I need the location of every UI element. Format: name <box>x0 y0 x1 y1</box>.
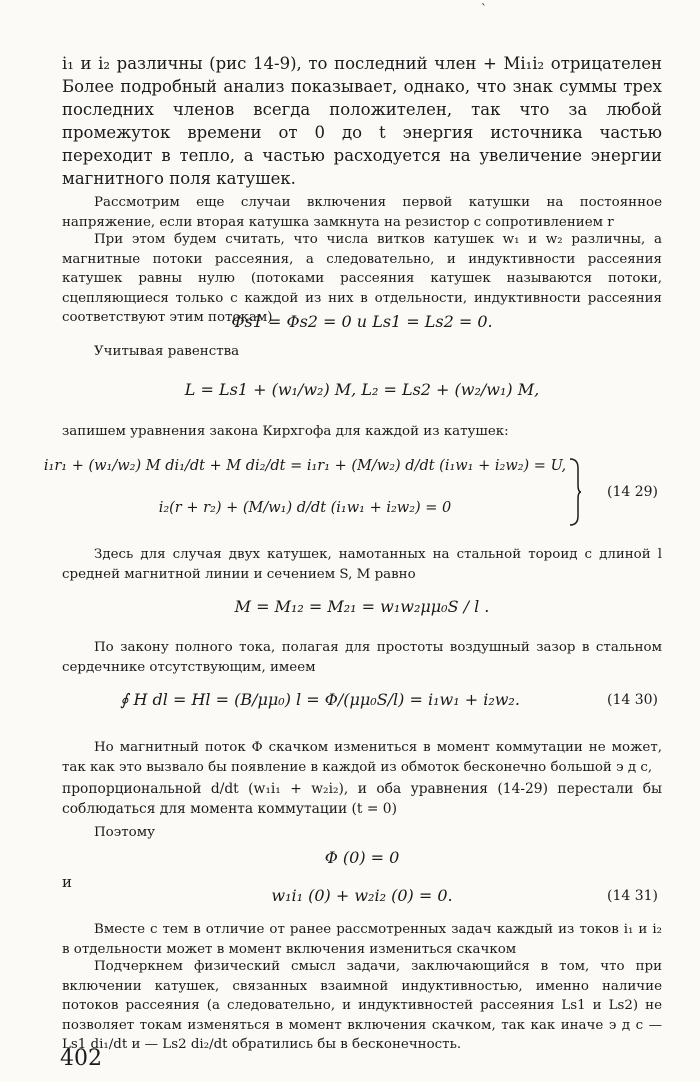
paragraph-assumptions: При этом будем считать, что числа витков катушек w₁ и w₂ различны, а магнитные потоки рассеяния, а следовательно, и индуктивности рассеяния катушек равны нулю (потоками рассеяния катушек называются потоки, сцепляющиеся только с каждой из них в отдельности, индуктивности рассеяния соответствуют этим потокам) <box>62 232 662 325</box>
right-brace <box>568 458 582 526</box>
paragraph-switching-case: Рассмотрим еще случаи включения первой катушки на постоянное напряжение, если вторая катушка замкнута на резистор с сопротивлением r <box>62 195 662 230</box>
paragraph-flux-jump-cont: пропорциональной d/dt (w₁i₁ + w₂i₂), и оба уравнения (14-29) перестали бы соблюдаться для момента коммутации (t = 0) <box>62 781 662 817</box>
equation-kirchhoff-1: i₁r₁ + (w₁/w₂) M di₁/dt + M di₂/dt = i₁r₁ + (M/w₂) d/dt (i₁w₁ + i₂w₂) = U, <box>43 458 567 474</box>
equation-full-current: ∮ H dl = Hl = (B/μμ₀) l = Φ/(μμ₀S/l) = i₁w₁ + i₂w₂. <box>120 690 520 709</box>
equation-initial-currents: w₁i₁ (0) + w₂i₂ (0) = 0. <box>271 886 453 905</box>
conjunction-and: и <box>62 873 72 891</box>
paragraph-ampere-law: По закону полного тока, полагая для простоты воздушный зазор в стальном сердечнике отсутствующим, имеем <box>62 640 662 675</box>
equation-number-14-29: (14 29) <box>606 484 658 500</box>
equation-inductances: L = Ls1 + (w₁/w₂) M, L₂ = Ls2 + (w₂/w₁) M, <box>184 380 540 399</box>
equation-flux-zero: Φ (0) = 0 <box>324 848 400 867</box>
page-number: 402 <box>60 1046 102 1071</box>
equation-number-14-31: (14 31) <box>606 888 658 904</box>
equation-number-14-30: (14 30) <box>606 692 658 708</box>
paragraph-flux-jump: Но магнитный поток Φ скачком измениться в момент коммутации не может, так как это вызвало бы появление в каждой из обмоток бесконечно большой э д с, <box>62 740 662 775</box>
equation-leakage-zero: Φs1 = Φs2 = 0 и Ls1 = Ls2 = 0. <box>231 312 493 331</box>
paragraph-physical-meaning: Подчеркнем физический смысл задачи, заключающийся в том, что при включении катушек, связанных взаимной индуктивностью, именно наличие потоков рассеяния (а следовательно, и индуктивностей рассеяния Ls1 и Ls2) не позволяет токам изменяться в момент включения скачком, так как иначе э д с — Ls1 di₁/dt и — Ls2 di₂/dt обратились бы в бесконечность. <box>62 959 662 1052</box>
paragraph-kirchhoff-intro: запишем уравнения закона Кирхгофа для каждой из катушек: <box>62 424 509 439</box>
paragraph-toroid: Здесь для случая двух катушек, намотанных на стальной тороид с длиной l средней магнитной линии и сечением S, M равно <box>62 547 662 582</box>
equation-kirchhoff-2: i₂(r + r₂) + (M/w₁) d/dt (i₁w₁ + i₂w₂) = 0 <box>158 500 452 516</box>
paragraph-therefore: Поэтому <box>94 825 156 840</box>
scan-mark: ` <box>481 2 487 16</box>
paragraph-given-equalities: Учитывая равенства <box>94 344 240 359</box>
paragraph-currents-jump: Вместе с тем в отличие от ранее рассмотренных задач каждый из токов i₁ и i₂ в отдельности может в момент включения измениться скачком <box>62 922 662 957</box>
paragraph-energy-analysis: i₁ и i₂ различны (рис 14-9), то последний член + Mi₁i₂ отрицателен Более подробный анализ показывает, однако, что знак суммы трех последних членов всегда положителен, так что за любой промежуток времени от 0 до t энергия источника частью переходит в тепло, а частью расходуется на увеличение энергии магнитного поля катушек. <box>62 54 662 188</box>
equation-mutual-inductance: M = M₁₂ = M₂₁ = w₁w₂μμ₀S / l . <box>234 597 490 616</box>
